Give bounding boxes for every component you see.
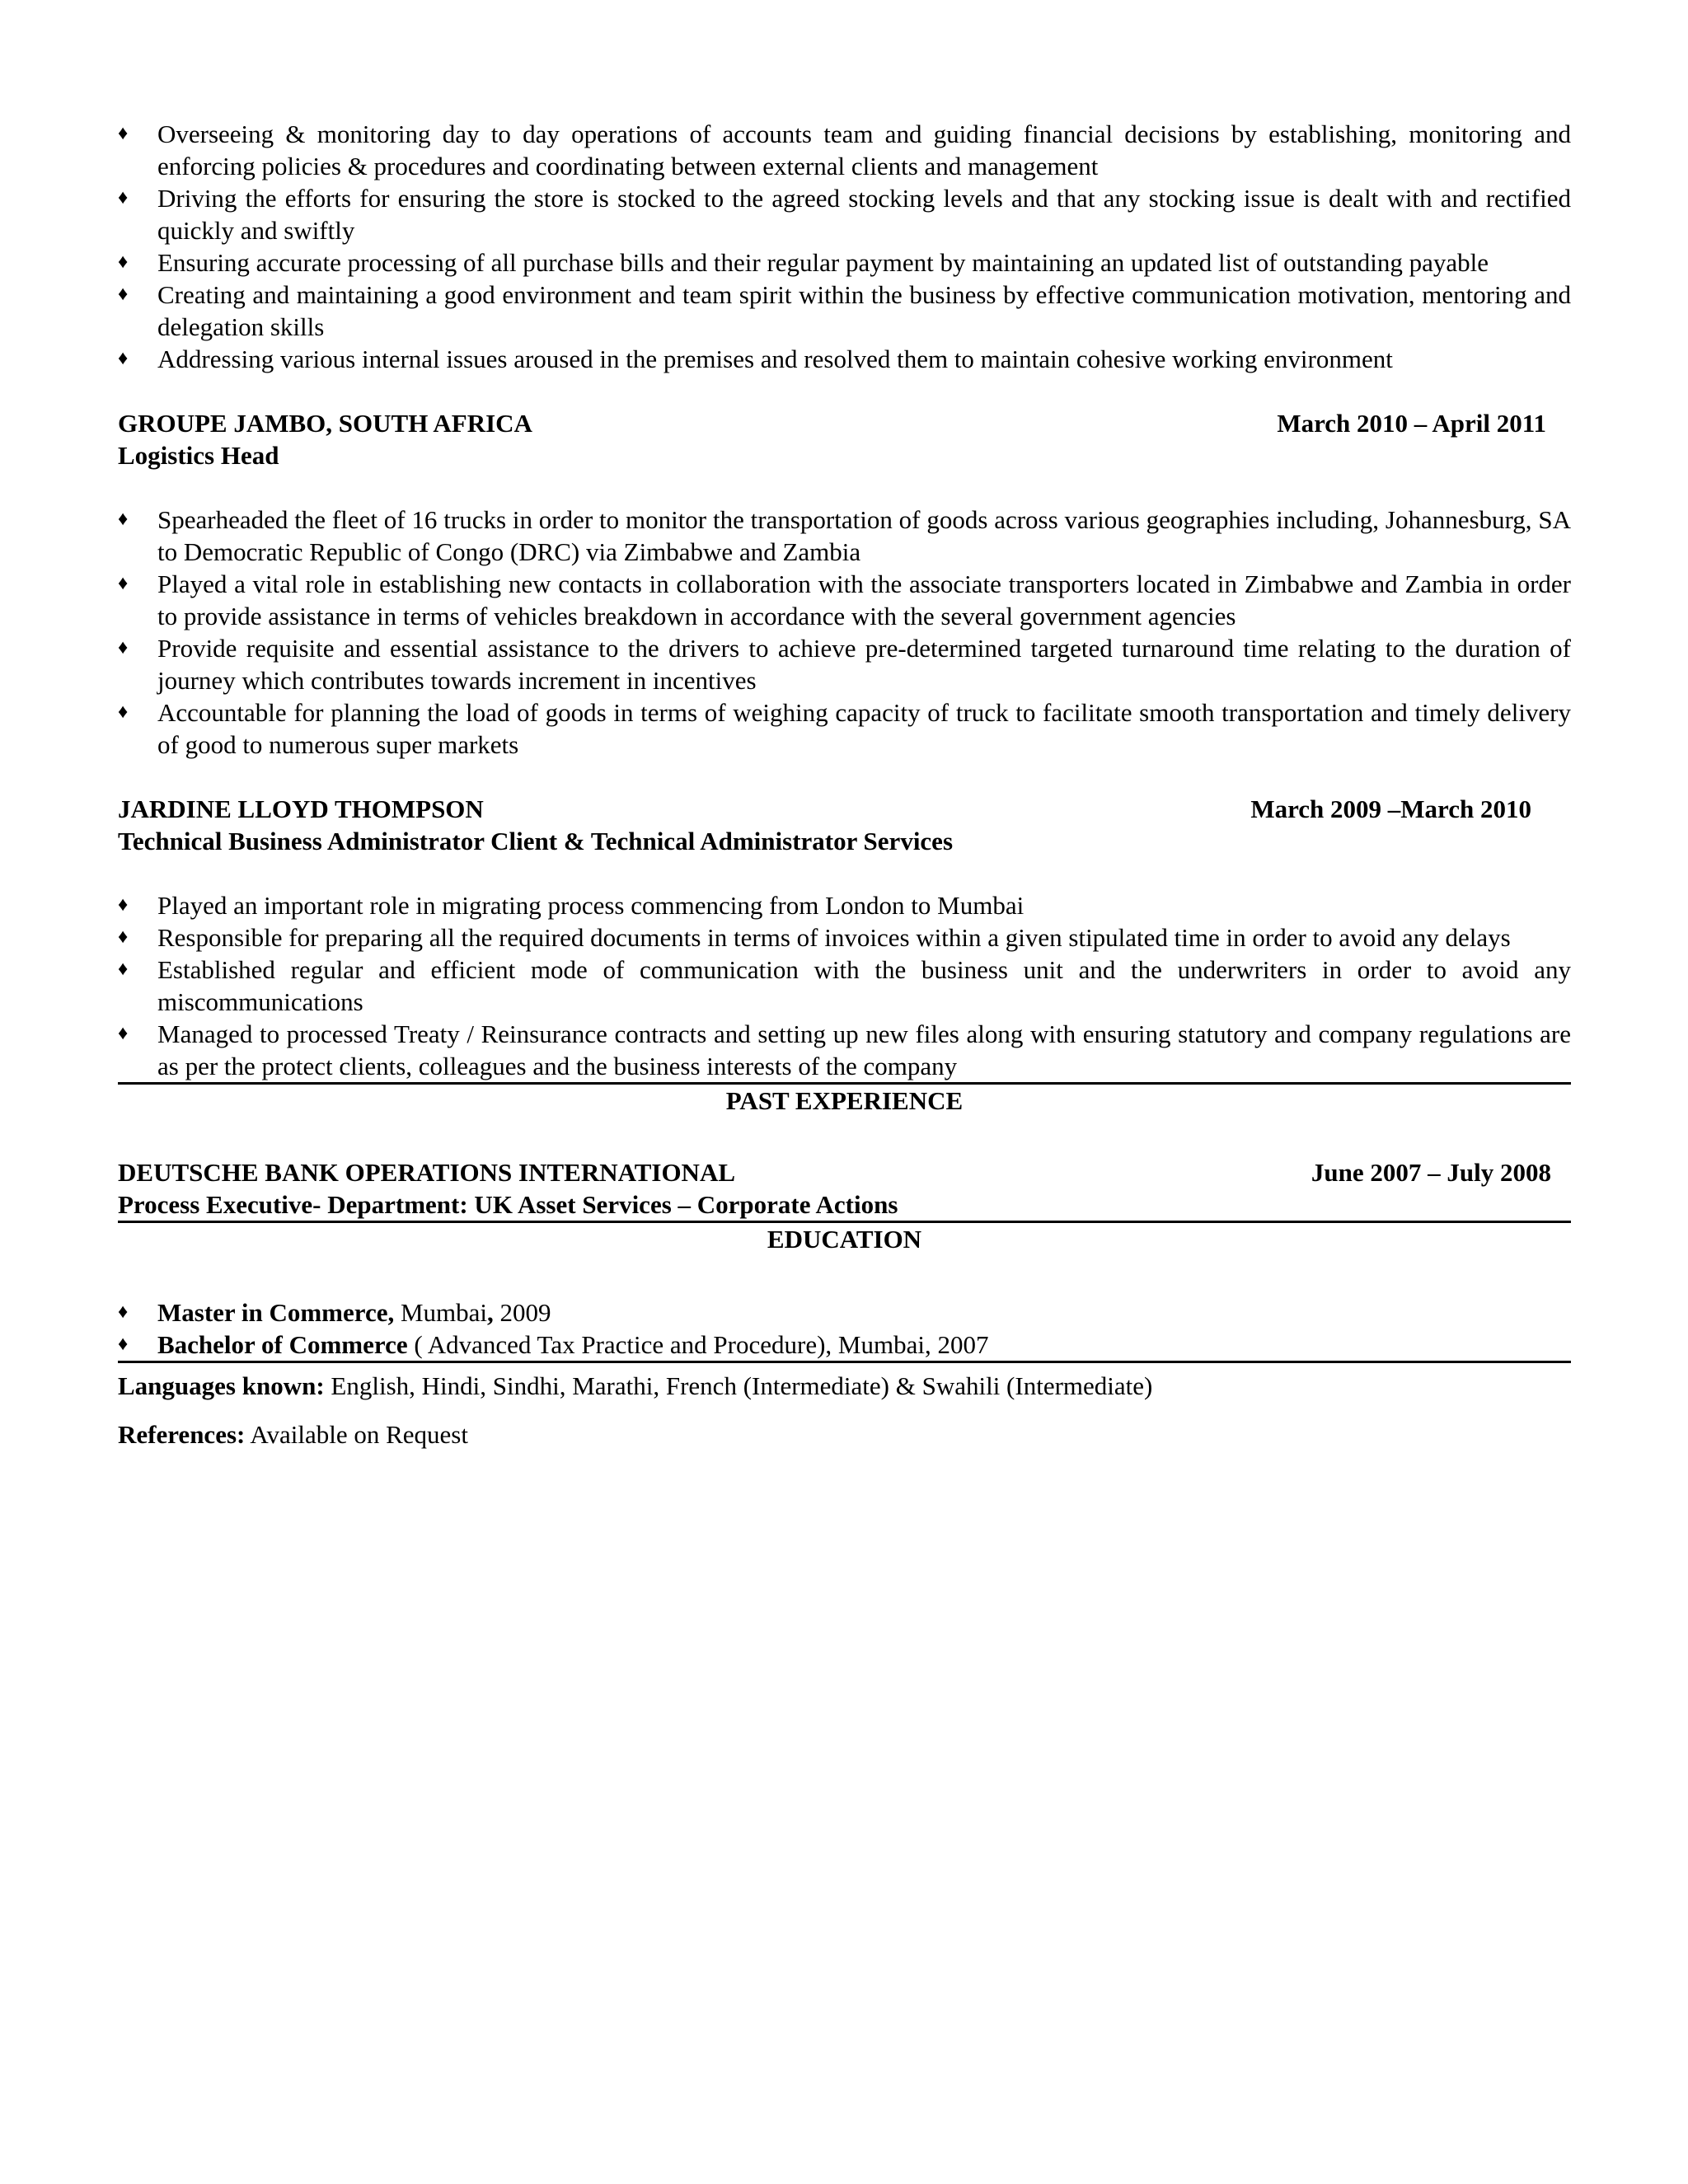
diamond-bullet-icon: ♦	[118, 958, 129, 980]
list-item: ♦ Driving the efforts for ensuring the store is stocked to the agreed stocking levels and that any stocking issue is dealt with and rectified quickly and swiftly	[118, 184, 1571, 245]
diamond-bullet-icon: ♦	[118, 123, 129, 144]
company-name: DEUTSCHE BANK OPERATIONS INTERNATIONAL	[118, 1158, 736, 1187]
company-name: JARDINE LLOYD THOMPSON	[118, 794, 484, 823]
job-bullet-list	[118, 889, 1571, 1082]
list-item: ♦ Accountable for planning the load of goods in terms of weighing capacity of truck to facilitate smooth transportation and timely delivery of good to numerous super markets	[118, 698, 1571, 759]
job-bullet-list	[118, 504, 1571, 761]
job-header-jardine	[118, 793, 1571, 825]
list-item: ♦ Spearheaded the fleet of 16 trucks in order to monitor the transportation of goods across various geographies including, Johannesburg, SA to Democratic Republic of Congo (DRC) via Zimbabwe and Zambia	[118, 505, 1571, 566]
list-item: ♦ Overseeing & monitoring day to day operations of accounts team and guiding financial decisions by establishing, monitoring and enforcing policies & procedures and coordinating between external clients and management	[118, 120, 1571, 180]
job-title: Technical Business Administrator Client & Technical Administrator Services	[118, 827, 954, 855]
job-dates: March 2010 – April 2011	[1277, 409, 1546, 438]
list-item: ♦ Addressing various internal issues aroused in the premises and resolved them to maintain cohesive working environment	[118, 344, 1393, 373]
diamond-bullet-icon: ♦	[118, 701, 129, 723]
list-item: ♦ Provide requisite and essential assistance to the drivers to achieve pre-determined targeted turnaround time relating to the duration of journey which contributes towards increment in incentives	[118, 634, 1571, 695]
section-heading-education: EDUCATION	[118, 1221, 1571, 1255]
list-item: ♦ Creating and maintaining a good environment and team spirit within the business by effective communication motivation, mentoring and delegation skills	[118, 280, 1571, 341]
job-header-deutsche-bank	[118, 1156, 1571, 1188]
section-heading-past-experience: PAST EXPERIENCE	[118, 1082, 1571, 1117]
diamond-bullet-icon: ♦	[118, 251, 129, 273]
list-item: ♦ Played an important role in migrating process commencing from London to Mumbai	[118, 891, 1025, 920]
list-item: ♦ Bachelor of Commerce ( Advanced Tax Practice and Procedure), Mumbai, 2007	[118, 1330, 989, 1359]
job-title: Process Executive- Department: UK Asset Services – Corporate Actions	[118, 1190, 898, 1219]
list-item: ♦ Ensuring accurate processing of all purchase bills and their regular payment by maintaining an updated list of outstanding payable	[118, 248, 1489, 277]
list-item: ♦ Master in Commerce, Mumbai, 2009	[118, 1298, 551, 1327]
diamond-bullet-icon: ♦	[118, 894, 129, 916]
job-title: Logistics Head	[118, 441, 279, 470]
languages-line: Languages known: English, Hindi, Sindhi, Marathi, French (Intermediate) & Swahili (Intermediate)	[118, 1371, 1153, 1400]
resume-content	[118, 118, 1571, 1451]
list-item: ♦ Played a vital role in establishing new contacts in collaboration with the associate transporters located in Zimbabwe and Zambia in order to provide assistance in terms of vehicles breakdown in accordance with the several government agencies	[118, 569, 1571, 630]
references-line: References: Available on Request	[118, 1420, 468, 1449]
diamond-bullet-icon: ♦	[118, 1333, 129, 1355]
company-name: GROUPE JAMBO, SOUTH AFRICA	[118, 409, 532, 438]
diamond-bullet-icon: ♦	[118, 1301, 129, 1323]
job-dates: June 2007 – July 2008	[1311, 1158, 1551, 1187]
job-header-groupe-jambo	[118, 407, 1571, 439]
diamond-bullet-icon: ♦	[118, 926, 129, 948]
list-item: ♦ Responsible for preparing all the required documents in terms of invoices within a given stipulated time in order to avoid any delays	[118, 923, 1511, 952]
diamond-bullet-icon: ♦	[118, 509, 129, 530]
diamond-bullet-icon: ♦	[118, 187, 129, 209]
diamond-bullet-icon: ♦	[118, 637, 129, 658]
diamond-bullet-icon: ♦	[118, 1023, 129, 1044]
list-item: ♦ Established regular and efficient mode of communication with the business unit and the underwriters in order to avoid any miscommunications	[118, 955, 1571, 1016]
intro-bullet-list	[118, 118, 1571, 375]
diamond-bullet-icon: ♦	[118, 573, 129, 594]
education-list	[118, 1296, 1571, 1363]
diamond-bullet-icon: ♦	[118, 348, 129, 369]
job-dates: March 2009 –March 2010	[1250, 794, 1531, 823]
list-item: ♦ Managed to processed Treaty / Reinsurance contracts and setting up new files along with ensuring statutory and company regulations are as per the protect clients, colleagues and the business interests of the company	[118, 1019, 1571, 1080]
diamond-bullet-icon: ♦	[118, 284, 129, 305]
